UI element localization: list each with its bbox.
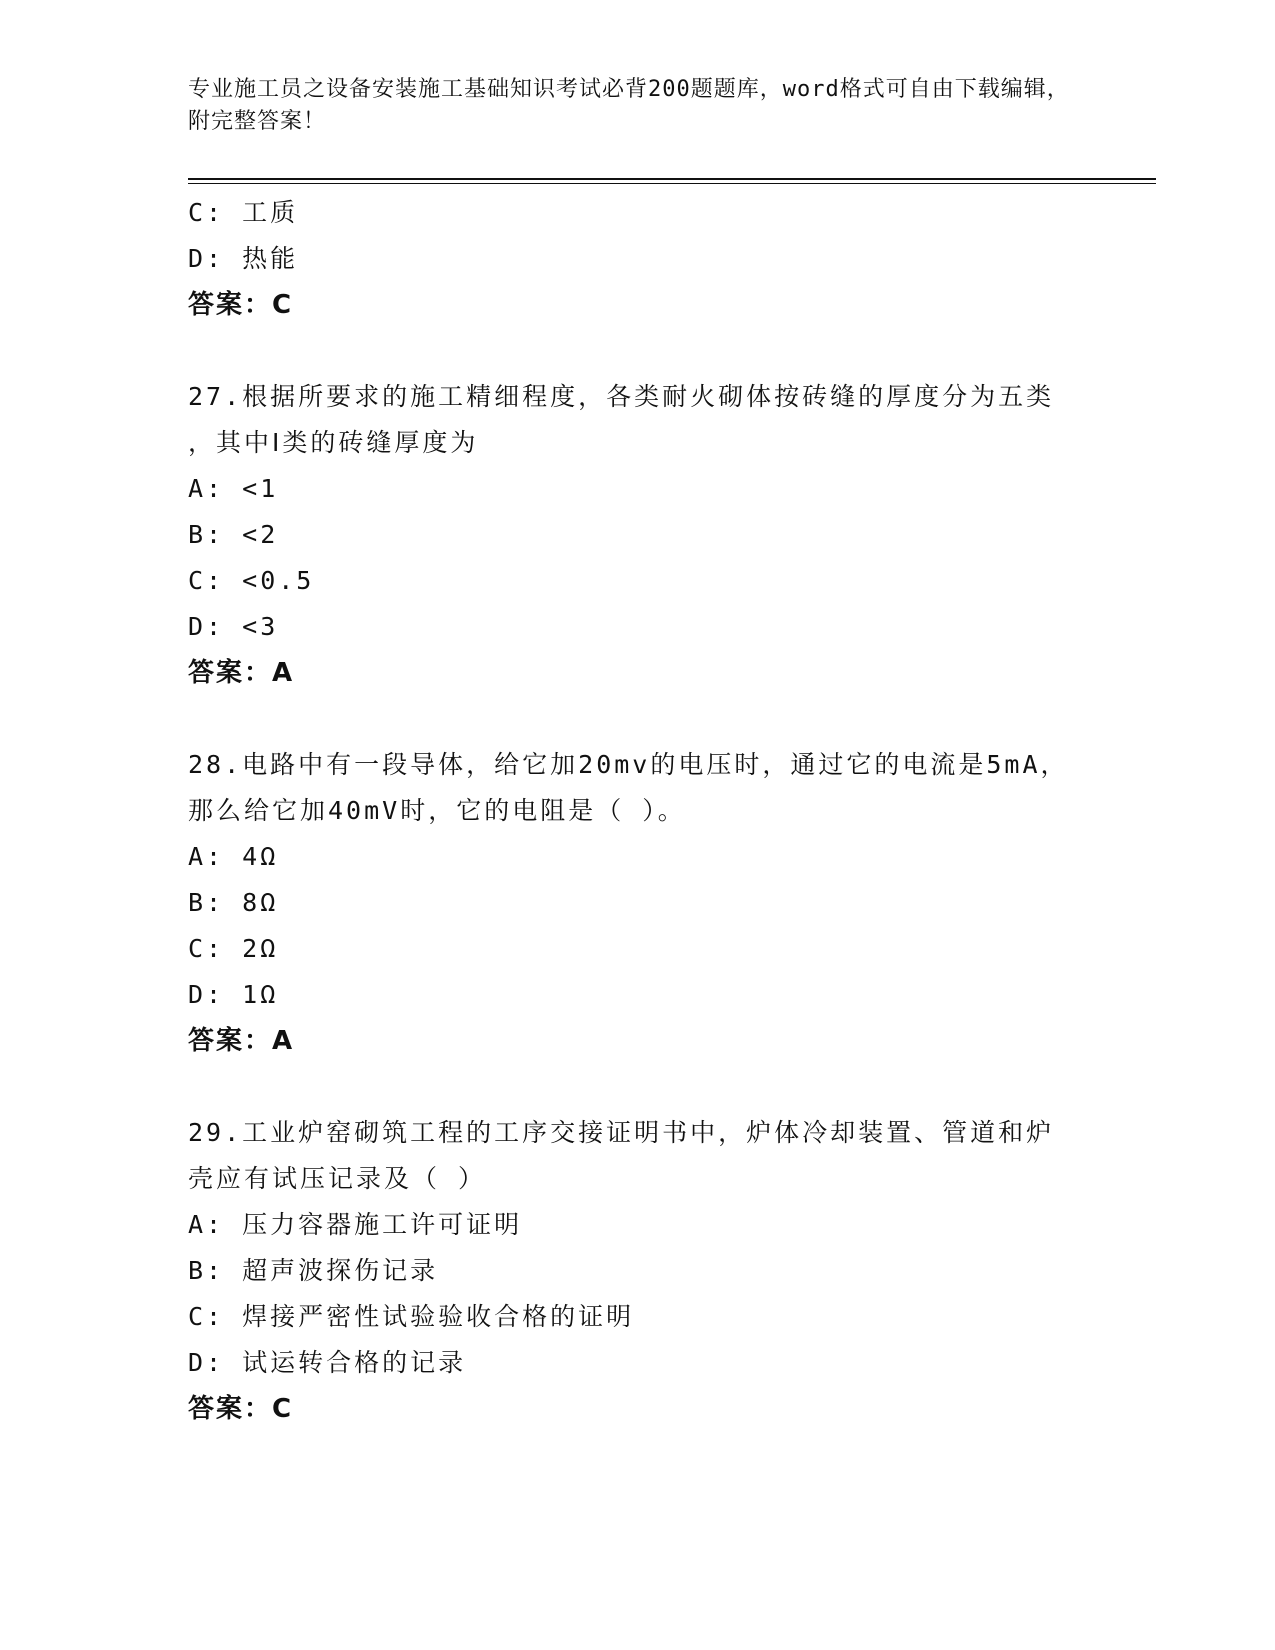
continued-question	[188, 190, 1148, 328]
option-c: C: 工质	[188, 198, 299, 227]
answer-line: 答案：C	[188, 290, 294, 320]
option-a: A: <1	[188, 474, 279, 503]
document-header	[188, 74, 1088, 138]
option-d: D: 试运转合格的记录	[188, 1348, 467, 1377]
question-stem-line: 27.根据所要求的施工精细程度，各类耐火砌体按砖缝的厚度分为五类	[188, 382, 1055, 411]
answer-line: 答案：A	[188, 658, 295, 688]
question-stem-line: 29.工业炉窑砌筑工程的工序交接证明书中，炉体冷却装置、管道和炉	[188, 1118, 1055, 1147]
spacer	[188, 328, 1148, 374]
question-stem-line: 那么给它加40mV时，它的电阻是（ ）。	[188, 796, 686, 825]
option-c: C: 焊接严密性试验验收合格的证明	[188, 1302, 635, 1331]
option-b: B: 超声波探伤记录	[188, 1256, 439, 1285]
question-28	[188, 742, 1148, 1064]
question-29	[188, 1110, 1148, 1432]
question-content	[188, 190, 1148, 1432]
option-d: D: 1Ω	[188, 980, 279, 1009]
spacer	[188, 1064, 1148, 1110]
option-d: D: <3	[188, 612, 279, 641]
question-stem-line: ，其中Ⅰ类的砖缝厚度为	[188, 428, 479, 457]
option-a: A: 压力容器施工许可证明	[188, 1210, 523, 1239]
spacer	[188, 696, 1148, 742]
answer-line: 答案：A	[188, 1026, 295, 1056]
header-divider-thick	[188, 178, 1156, 180]
question-stem-line: 28.电路中有一段导体，给它加20mv的电压时，通过它的电流是5mA，	[188, 750, 1069, 779]
header-text: 专业施工员之设备安装施工基础知识考试必背200题题库，word格式可自由下载编辑，附完整答案！	[188, 77, 1070, 134]
answer-line: 答案：C	[188, 1394, 294, 1424]
option-b: B: <2	[188, 520, 279, 549]
header-divider-thin	[188, 183, 1156, 184]
option-a: A: 4Ω	[188, 842, 279, 871]
question-27	[188, 374, 1148, 696]
option-c: C: <0.5	[188, 566, 315, 595]
question-stem-line: 壳应有试压记录及（ ）	[188, 1164, 487, 1193]
option-d: D: 热能	[188, 244, 299, 273]
option-c: C: 2Ω	[188, 934, 279, 963]
option-b: B: 8Ω	[188, 888, 279, 917]
